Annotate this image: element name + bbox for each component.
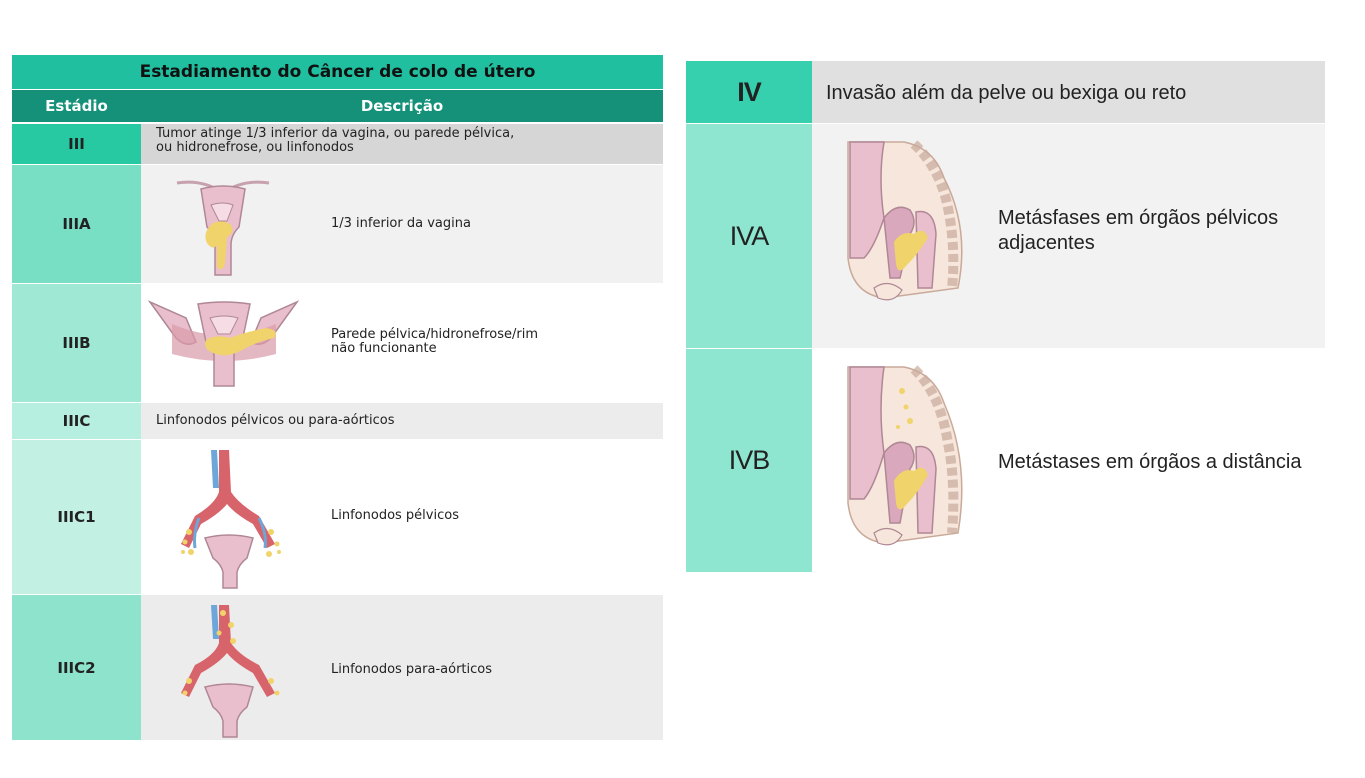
desc-iii-text: Tumor atinge 1/3 inferior da vagina, ou parede pélvica, ou hidronefrose, ou linfonodos [156, 126, 515, 156]
uterus-tumor-illustration [173, 175, 273, 280]
table-title: Estadiamento do Câncer de colo de útero [12, 55, 663, 89]
pelvic-wall-illustration [146, 298, 301, 390]
stage-iiia: IIIA [12, 165, 141, 283]
desc-iiic1-text: Linfonodos pélvicos [331, 508, 459, 523]
distant-metastasis-sagittal-illustration [844, 363, 974, 555]
stage-iiic2: IIIC2 [12, 595, 141, 740]
stage-iiic: IIIC [12, 403, 141, 439]
desc-iiic2-text: Linfonodos para-aórticos [331, 662, 492, 677]
desc-iiib [141, 284, 663, 402]
stage-iv: IV [686, 61, 812, 123]
pelvic-organs-sagittal-illustration [844, 138, 974, 308]
desc-iii [141, 124, 663, 164]
desc-iiic1 [141, 440, 663, 594]
stage-iva: IVA [686, 124, 812, 348]
desc-ivb [812, 349, 1325, 572]
desc-iiib-text: Parede pélvica/hidronefrose/rim não funcionante [331, 327, 539, 357]
header-stage: Estádio [12, 90, 141, 122]
stage-iii: III [12, 124, 141, 164]
desc-iiic [141, 403, 663, 439]
desc-iva-text: Metásfases em órgãos pélvicos adjacentes [998, 207, 1279, 254]
desc-iiic2 [141, 595, 663, 740]
stage-ivb: IVB [686, 349, 812, 572]
desc-iva [812, 124, 1325, 348]
desc-iiic-text: Linfonodos pélvicos ou para-aórticos [156, 413, 395, 428]
desc-iiia-text: 1/3 inferior da vagina [331, 216, 471, 231]
header-description: Descrição [141, 90, 663, 122]
stage-iiib: IIIB [12, 284, 141, 402]
para-aortic-lymph-nodes-illustration [179, 603, 289, 739]
stage-iiic1: IIIC1 [12, 440, 141, 594]
desc-iiia [141, 165, 663, 283]
pelvic-lymph-nodes-illustration [179, 448, 289, 590]
desc-ivb-text: Metástases em órgãos a distância [998, 451, 1302, 473]
desc-iv-text: Invasão além da pelve ou bexiga ou reto [826, 82, 1187, 104]
desc-iv [812, 61, 1325, 123]
